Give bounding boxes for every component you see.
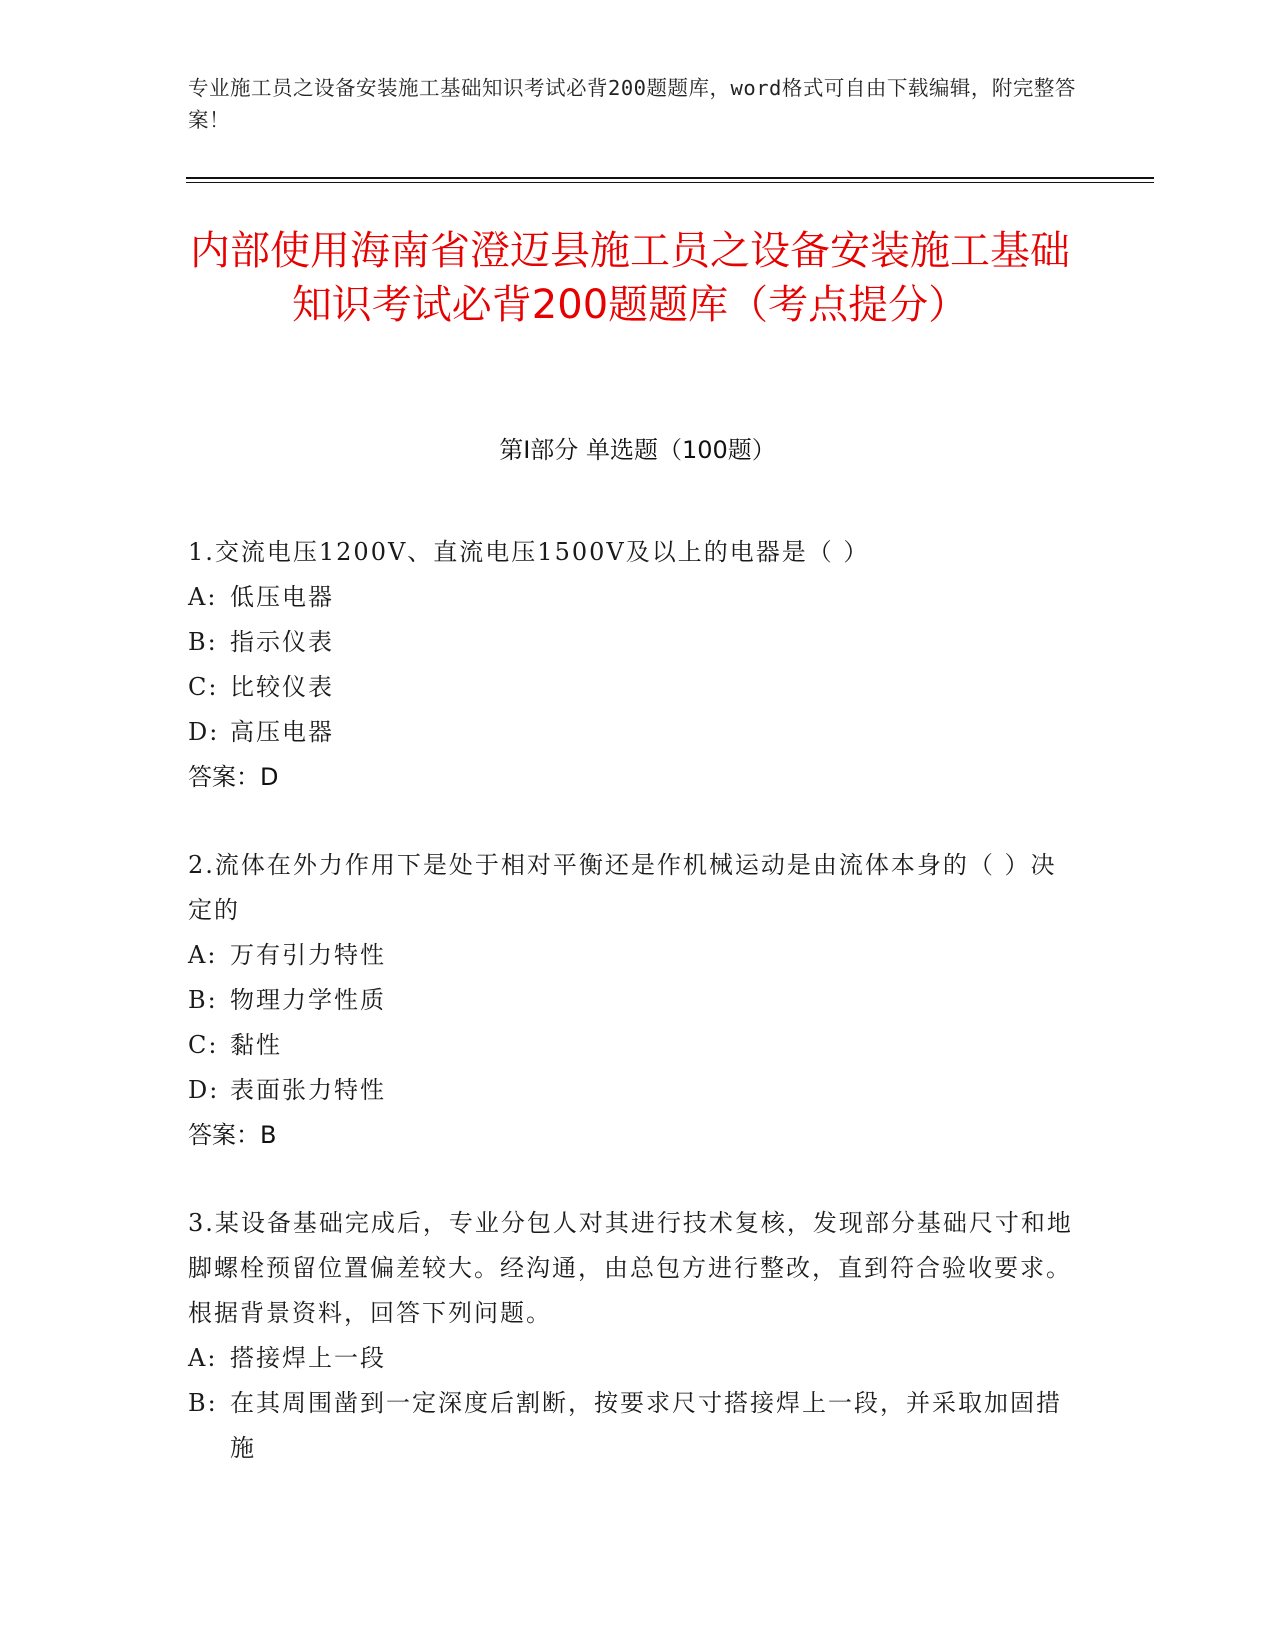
option-row (188, 620, 1078, 665)
option-text: 万有引力特性 (230, 941, 386, 969)
option-row (188, 978, 1078, 1023)
question-list (188, 530, 1078, 1514)
option-row (188, 1023, 1078, 1068)
option-key: D: (188, 1076, 220, 1104)
option-key: C: (188, 673, 219, 701)
option-text: 搭接焊上一段 (230, 1344, 386, 1372)
option-text: 物理力学性质 (230, 986, 386, 1014)
option-row (188, 1381, 1078, 1471)
option-text: 表面张力特性 (230, 1076, 386, 1104)
option-key: A: (188, 1344, 218, 1372)
option-row (188, 710, 1078, 755)
question-item (188, 843, 1078, 1158)
section-heading: 第I部分 单选题（100题） (499, 436, 776, 464)
option-row (188, 1068, 1078, 1113)
option-text: 指示仪表 (230, 628, 334, 656)
option-text: 高压电器 (230, 718, 334, 746)
header-note: 专业施工员之设备安装施工基础知识考试必背200题题库，word格式可自由下载编辑，附完整答案！ (188, 76, 1076, 132)
option-text: 比较仪表 (230, 673, 334, 701)
option-row (188, 1336, 1078, 1381)
answer-line: 答案：B (188, 1121, 277, 1149)
option-key: B: (188, 986, 218, 1014)
option-key: D: (188, 718, 220, 746)
header-rule-thick (186, 177, 1154, 179)
option-key: B: (188, 1389, 218, 1417)
header-rule-thin (186, 182, 1154, 183)
document-title: 内部使用海南省澄迈县施工员之设备安装施工基础知识考试必背200题题库（考点提分） (190, 228, 1070, 328)
option-row (188, 575, 1078, 620)
answer-line: 答案：D (188, 763, 279, 791)
option-row (188, 933, 1078, 978)
option-key: B: (188, 628, 218, 656)
option-key: C: (188, 1031, 219, 1059)
question-stem: 2.流体在外力作用下是处于相对平衡还是作机械运动是由流体本身的（ ）决定的 (188, 851, 1057, 924)
question-item (188, 1201, 1078, 1471)
option-text: 黏性 (230, 1031, 282, 1059)
option-row (188, 665, 1078, 710)
question-item (188, 530, 1078, 800)
question-stem: 1.交流电压1200V、直流电压1500V及以上的电器是（ ） (188, 538, 870, 566)
option-key: A: (188, 941, 218, 969)
question-stem: 3.某设备基础完成后，专业分包人对其进行技术复核，发现部分基础尺寸和地脚螺栓预留位置偏差较大。经沟通，由总包方进行整改，直到符合验收要求。根据背景资料，回答下列问题。 (188, 1209, 1073, 1327)
option-key: A: (188, 583, 218, 611)
option-text: 在其周围凿到一定深度后割断，按要求尺寸搭接焊上一段，并采取加固措施 (230, 1389, 1062, 1462)
option-text: 低压电器 (230, 583, 334, 611)
